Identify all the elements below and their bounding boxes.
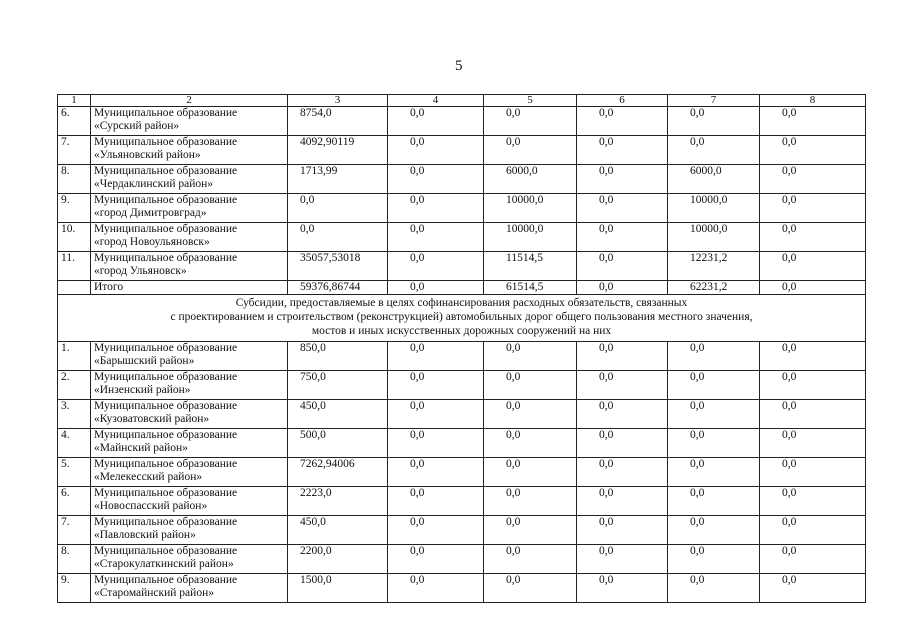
value-cell: 0,0: [484, 574, 577, 603]
value-cell: 0,0: [577, 281, 668, 295]
municipality-name: «город Новоульяновск»: [94, 236, 210, 248]
row-number-cell: 8.: [58, 165, 91, 194]
value-cell: 0,0: [388, 223, 484, 252]
value-cell: 0,0: [388, 252, 484, 281]
value-cell: 0,0: [484, 487, 577, 516]
value-cell: 0,0: [388, 342, 484, 371]
table-row: [58, 165, 866, 194]
header-cell: 7: [668, 95, 760, 107]
value-cell: 0,0: [388, 574, 484, 603]
municipality-cell: [91, 194, 288, 223]
total-row: [58, 281, 866, 295]
row-number-cell: [58, 281, 91, 295]
value-cell: 10000,0: [484, 223, 577, 252]
value-cell: 0,0: [484, 400, 577, 429]
value-cell: 500,0: [288, 429, 388, 458]
value-cell: 0,0: [577, 107, 668, 136]
value-cell: 0,0: [388, 165, 484, 194]
municipality-name: «Чердаклинский район»: [94, 178, 214, 190]
municipality-cell: [91, 545, 288, 574]
value-cell: 0,0: [760, 165, 866, 194]
header-cell: 2: [91, 95, 288, 107]
municipality-type: Муниципальное образование: [94, 107, 238, 119]
municipality-name: «Новоспасский район»: [94, 500, 208, 512]
value-cell: 8754,0: [288, 107, 388, 136]
table-row: [58, 223, 866, 252]
total-label: Итого: [91, 281, 288, 295]
value-cell: 450,0: [288, 516, 388, 545]
value-cell: 0,0: [388, 400, 484, 429]
municipality-type: Муниципальное образование: [94, 136, 238, 148]
value-cell: 0,0: [388, 545, 484, 574]
value-cell: 10000,0: [668, 223, 760, 252]
value-cell: 0,0: [668, 487, 760, 516]
table-row: [58, 516, 866, 545]
value-cell: 0,0: [388, 429, 484, 458]
value-cell: 2223,0: [288, 487, 388, 516]
table-row: [58, 371, 866, 400]
row-number-cell: 8.: [58, 545, 91, 574]
value-cell: 6000,0: [484, 165, 577, 194]
value-cell: 0,0: [577, 458, 668, 487]
value-cell: 1713,99: [288, 165, 388, 194]
value-cell: 0,0: [760, 342, 866, 371]
section-heading: [58, 295, 866, 342]
municipality-name: «Барышский район»: [94, 355, 195, 367]
municipality-type: Муниципальное образование: [94, 458, 238, 470]
value-cell: 0,0: [577, 371, 668, 400]
value-cell: 0,0: [388, 107, 484, 136]
municipality-type: Муниципальное образование: [94, 545, 238, 557]
value-cell: 450,0: [288, 400, 388, 429]
value-cell: 850,0: [288, 342, 388, 371]
value-cell: 0,0: [484, 107, 577, 136]
value-cell: 0,0: [668, 545, 760, 574]
page-number: 5: [455, 58, 463, 74]
municipality-name: «город Димитровград»: [94, 207, 207, 219]
value-cell: 10000,0: [668, 194, 760, 223]
section-heading-line: с проектированием и строительством (реконструкцией) автомобильных дорог общего пользования местного значения,: [170, 311, 753, 323]
value-cell: 0,0: [760, 136, 866, 165]
value-cell: 0,0: [760, 107, 866, 136]
value-cell: 0,0: [388, 458, 484, 487]
table-row: [58, 107, 866, 136]
value-cell: 0,0: [760, 574, 866, 603]
value-cell: 0,0: [668, 574, 760, 603]
table-row: [58, 194, 866, 223]
municipality-name: «Сурский район»: [94, 120, 180, 132]
value-cell: 0,0: [760, 281, 866, 295]
value-cell: 0,0: [668, 458, 760, 487]
value-cell: 0,0: [388, 136, 484, 165]
table-row: [58, 342, 866, 371]
municipality-type: Муниципальное образование: [94, 516, 238, 528]
value-cell: 0,0: [577, 342, 668, 371]
value-cell: 10000,0: [484, 194, 577, 223]
row-number-cell: 9.: [58, 194, 91, 223]
header-cell: 3: [288, 95, 388, 107]
value-cell: 0,0: [484, 371, 577, 400]
subsidy-table: [57, 94, 866, 603]
value-cell: 0,0: [577, 223, 668, 252]
value-cell: 0,0: [388, 516, 484, 545]
row-number-cell: 10.: [58, 223, 91, 252]
table-row: [58, 252, 866, 281]
municipality-cell: [91, 165, 288, 194]
value-cell: 0,0: [577, 165, 668, 194]
row-number-cell: 11.: [58, 252, 91, 281]
municipality-cell: [91, 342, 288, 371]
municipality-type: Муниципальное образование: [94, 223, 238, 235]
value-cell: 0,0: [668, 136, 760, 165]
municipality-type: Муниципальное образование: [94, 487, 238, 499]
value-cell: 11514,5: [484, 252, 577, 281]
value-cell: 7262,94006: [288, 458, 388, 487]
value-cell: 0,0: [668, 400, 760, 429]
value-cell: 0,0: [668, 107, 760, 136]
row-number-cell: 3.: [58, 400, 91, 429]
value-cell: 61514,5: [484, 281, 577, 295]
municipality-name: «Кузоватовский район»: [94, 413, 210, 425]
value-cell: 0,0: [484, 342, 577, 371]
value-cell: 0,0: [577, 487, 668, 516]
row-number-cell: 5.: [58, 458, 91, 487]
value-cell: 0,0: [388, 194, 484, 223]
value-cell: 6000,0: [668, 165, 760, 194]
municipality-cell: [91, 107, 288, 136]
table-row: [58, 429, 866, 458]
value-cell: 0,0: [760, 545, 866, 574]
value-cell: 0,0: [484, 516, 577, 545]
municipality-name: «Мелекесский район»: [94, 471, 203, 483]
value-cell: 0,0: [760, 487, 866, 516]
value-cell: 0,0: [668, 371, 760, 400]
municipality-cell: [91, 371, 288, 400]
value-cell: 0,0: [577, 136, 668, 165]
municipality-cell: [91, 223, 288, 252]
header-cell: 6: [577, 95, 668, 107]
value-cell: 0,0: [288, 223, 388, 252]
header-cell: 1: [58, 95, 91, 107]
table-row: [58, 545, 866, 574]
row-number-cell: 9.: [58, 574, 91, 603]
municipality-type: Муниципальное образование: [94, 400, 238, 412]
municipality-cell: [91, 574, 288, 603]
value-cell: 0,0: [388, 371, 484, 400]
value-cell: 0,0: [484, 136, 577, 165]
table-row: [58, 458, 866, 487]
value-cell: 1500,0: [288, 574, 388, 603]
value-cell: 0,0: [484, 429, 577, 458]
municipality-name: «Майнский район»: [94, 442, 188, 454]
table-body: [58, 95, 866, 603]
table-row: [58, 136, 866, 165]
table-row: [58, 400, 866, 429]
value-cell: 0,0: [577, 545, 668, 574]
municipality-type: Муниципальное образование: [94, 194, 238, 206]
value-cell: 0,0: [388, 281, 484, 295]
municipality-cell: [91, 429, 288, 458]
municipality-cell: [91, 516, 288, 545]
row-number-cell: 7.: [58, 136, 91, 165]
header-cell: 5: [484, 95, 577, 107]
table-row: [58, 574, 866, 603]
value-cell: 0,0: [577, 574, 668, 603]
value-cell: 62231,2: [668, 281, 760, 295]
value-cell: 0,0: [484, 545, 577, 574]
value-cell: 0,0: [668, 516, 760, 545]
section-heading-row: [58, 295, 866, 342]
value-cell: 0,0: [577, 252, 668, 281]
municipality-name: «Павловский район»: [94, 529, 196, 541]
value-cell: 0,0: [577, 194, 668, 223]
municipality-type: Муниципальное образование: [94, 252, 238, 264]
row-number-cell: 6.: [58, 107, 91, 136]
value-cell: 750,0: [288, 371, 388, 400]
value-cell: 0,0: [577, 400, 668, 429]
value-cell: 0,0: [760, 371, 866, 400]
municipality-type: Муниципальное образование: [94, 342, 238, 354]
value-cell: 0,0: [760, 516, 866, 545]
row-number-cell: 1.: [58, 342, 91, 371]
value-cell: 4092,90119: [288, 136, 388, 165]
row-number-cell: 4.: [58, 429, 91, 458]
municipality-cell: [91, 400, 288, 429]
municipality-cell: [91, 487, 288, 516]
municipality-type: Муниципальное образование: [94, 371, 238, 383]
header-cell: 4: [388, 95, 484, 107]
value-cell: 0,0: [760, 429, 866, 458]
value-cell: 0,0: [760, 252, 866, 281]
municipality-cell: [91, 458, 288, 487]
section-heading-line: мостов и иных искусственных дорожных сооружений на них: [311, 325, 612, 337]
row-number-cell: 2.: [58, 371, 91, 400]
table-row: [58, 487, 866, 516]
value-cell: 0,0: [668, 342, 760, 371]
municipality-type: Муниципальное образование: [94, 574, 238, 586]
value-cell: 0,0: [577, 429, 668, 458]
municipality-type: Муниципальное образование: [94, 429, 238, 441]
municipality-name: «Инзенский район»: [94, 384, 191, 396]
value-cell: 0,0: [577, 516, 668, 545]
value-cell: 0,0: [760, 194, 866, 223]
value-cell: 0,0: [760, 223, 866, 252]
municipality-name: «Старокулаткинский район»: [94, 558, 234, 570]
header-cell: 8: [760, 95, 866, 107]
value-cell: 0,0: [288, 194, 388, 223]
column-number-header: [58, 95, 866, 107]
municipality-cell: [91, 252, 288, 281]
row-number-cell: 6.: [58, 487, 91, 516]
value-cell: 0,0: [668, 429, 760, 458]
value-cell: 0,0: [484, 458, 577, 487]
value-cell: 0,0: [388, 487, 484, 516]
municipality-name: «город Ульяновск»: [94, 265, 187, 277]
value-cell: 0,0: [760, 458, 866, 487]
municipality-name: «Ульяновский район»: [94, 149, 201, 161]
section-heading-line: Субсидии, предоставляемые в целях софинансирования расходных обязательств, связанных: [235, 297, 688, 309]
municipality-cell: [91, 136, 288, 165]
municipality-name: «Старомайнский район»: [94, 587, 214, 599]
value-cell: 12231,2: [668, 252, 760, 281]
value-cell: 59376,86744: [288, 281, 388, 295]
municipality-type: Муниципальное образование: [94, 165, 238, 177]
value-cell: 35057,53018: [288, 252, 388, 281]
value-cell: 0,0: [760, 400, 866, 429]
row-number-cell: 7.: [58, 516, 91, 545]
value-cell: 2200,0: [288, 545, 388, 574]
